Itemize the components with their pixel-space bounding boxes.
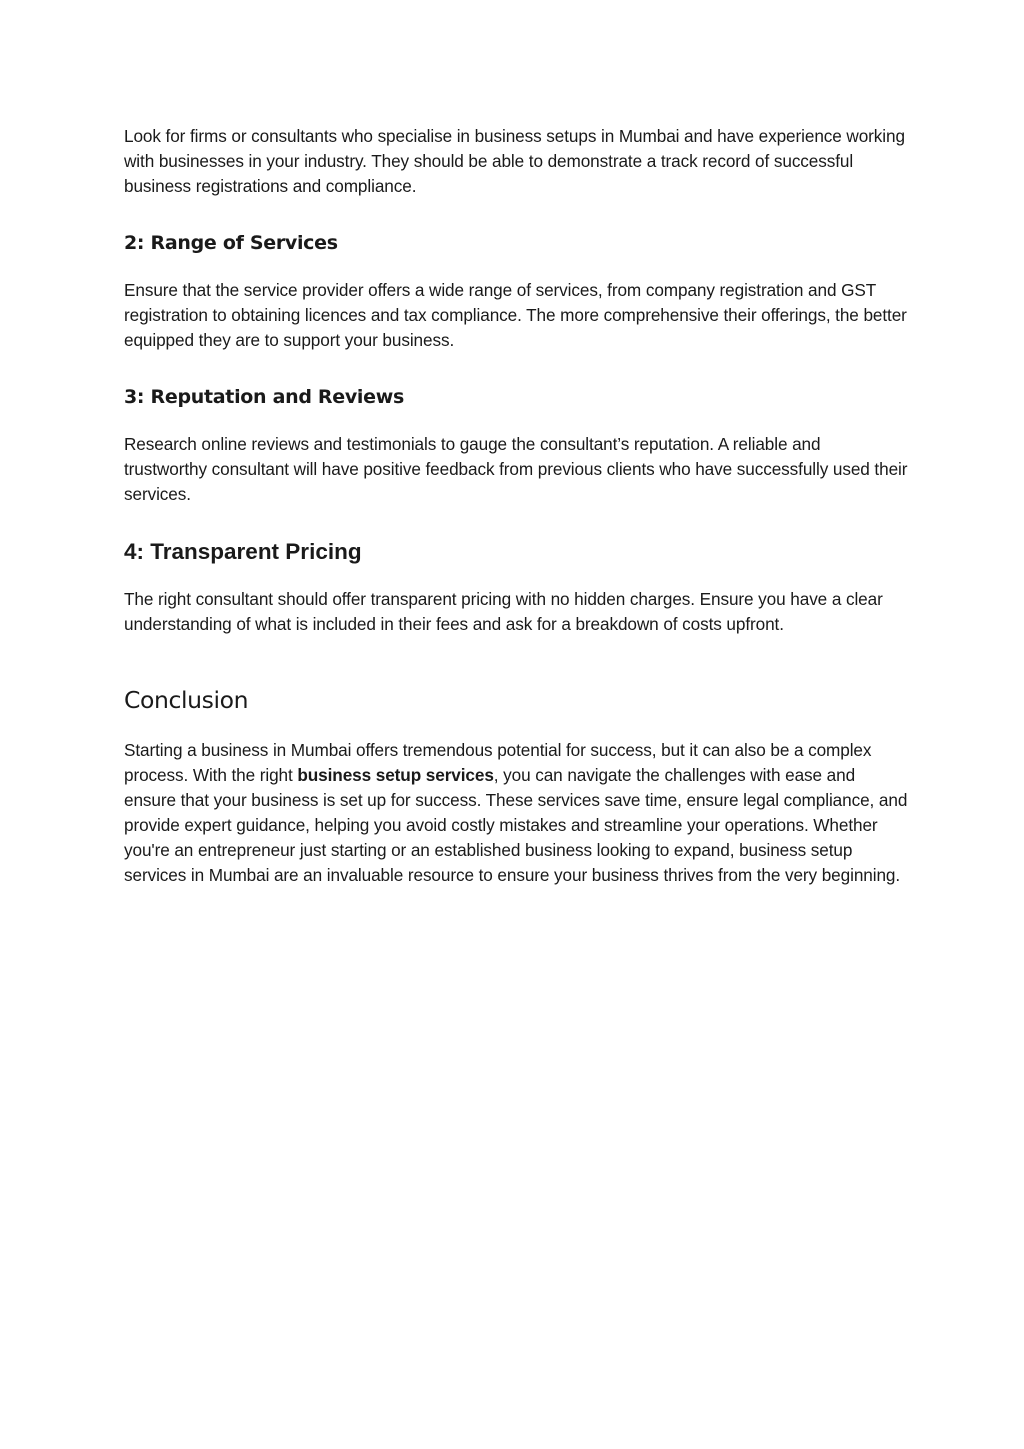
- intro-paragraph: Look for firms or consultants who specialise in business setups in Mumbai and have experience working with businesses in your industry. They should be able to demonstrate a track record of successful business registrations and compliance.: [124, 126, 905, 196]
- heading-conclusion: Conclusion: [124, 686, 249, 714]
- conclusion-text-start: Starting a business in Mumbai offers tremendous potential for success, but it can also be a complex process. With the right: [124, 740, 872, 785]
- heading-range-of-services: 2: Range of Services: [124, 232, 338, 254]
- paragraph-transparent-pricing: The right consultant should offer transparent pricing with no hidden charges. Ensure you have a clear understanding of what is included in their fees and ask for a breakdown of costs upfront.: [124, 589, 883, 634]
- heading-reputation-and-reviews: 3: Reputation and Reviews: [124, 386, 404, 408]
- document-content: [124, 124, 908, 888]
- paragraph-conclusion: [124, 738, 908, 888]
- conclusion-bold-phrase: business setup services: [297, 765, 494, 785]
- paragraph-range-of-services: Ensure that the service provider offers a wide range of services, from company registration and GST registration to obtaining licences and tax compliance. The more comprehensive their offerings, the better equipped they are to support your business.: [124, 280, 907, 350]
- paragraph-reputation-and-reviews: Research online reviews and testimonials to gauge the consultant’s reputation. A reliable and trustworthy consultant will have positive feedback from previous clients who have successfully used their services.: [124, 434, 908, 504]
- conclusion-text-end: , you can navigate the challenges with ease and ensure that your business is set up for success. These services save time, ensure legal compliance, and provide expert guidance, helping you avoid costly mistakes and streamline your operations. Whether you're an entrepreneur just starting or an established business looking to expand, business setup services in Mumbai are an invaluable resource to ensure your business thrives from the very beginning.: [124, 765, 908, 885]
- heading-transparent-pricing: 4: Transparent Pricing: [124, 539, 362, 564]
